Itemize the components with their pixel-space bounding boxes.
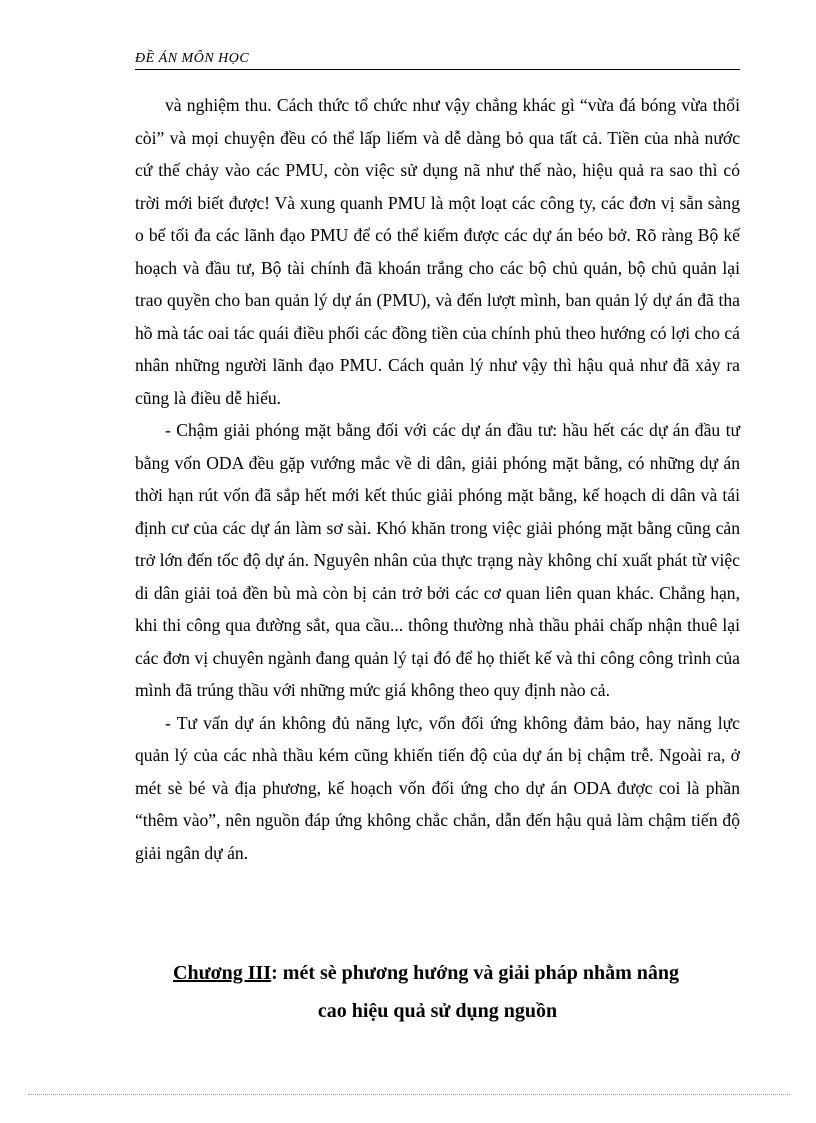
body-text [135,89,740,869]
chapter-title-part1: : mét sè phương hướng và giải pháp nhằm nâng [271,962,680,984]
chapter-title-part2: cao hiệu quả sử dụng nguồn [317,1000,558,1022]
chapter-label: Chương III [173,962,272,984]
paragraph-3: - Tư vấn dự án không đủ năng lực, vốn đối ứng không đảm bảo, hay năng lực quản lý của các nhà thầu kém cũng khiến tiến độ của dự án bị chậm trễ. Ngoài ra, ở mét sè bé và địa phương, kế hoạch vốn đối ứng cho dự án ODA được coi là phần “thêm vào”, nên nguồn đáp ứng không chắc chắn, dẫn đến hậu quả làm chậm tiến độ giải ngân dự án. [135,712,740,863]
paragraph-1: và nghiệm thu. Cách thức tổ chức như vậy chẳng khác gì “vừa đá bóng vừa thổi còi” và mọi chuyện đều có thể lấp liếm và dễ dàng bỏ qua tất cả. Tiền của nhà nước cứ thế chảy vào các PMU, còn việc sử dụng nã như thế nào, hiệu quả ra sao thì có trời mới biết được! Và xung quanh PMU là một loạt các công ty, các đơn vị sẵn sàng o bế tối đa các lãnh đạo PMU để có thể kiếm được các dự án béo bở. Rõ ràng Bộ kế hoạch và đầu tư, Bộ tài chính đã khoán trắng cho các bộ chủ quản, bộ chủ quản lại trao quyền cho ban quản lý dự án (PMU), và đến lượt mình, ban quản lý dự án đã tha hồ mà tác oai tác quái điều phối các đồng tiền của chính phủ theo hướng có lợi cho cá nhân những người lãnh đạo PMU. Cách quản lý như vậy thì hậu quả như đã xảy ra cũng là điều dễ hiểu. [135,95,740,408]
paragraph-2: - Chậm giải phóng mặt bằng đối với các dự án đầu tư: hầu hết các dự án đầu tư bằng vốn ODA đều gặp vướng mắc về di dân, giải phóng mặt bằng, có những dự án thời hạn rút vốn đã sắp hết mới kết thúc giải phóng mặt bằng, kế hoạch di dân và tái định cư của các dự án làm sơ sài. Khó khăn trong việc giải phóng mặt bằng cũng cản trở lớn đến tốc độ dự án. Nguyên nhân của thực trạng này không chỉ xuất phát từ việc di dân giải toả đền bù mà còn bị cản trở bởi các cơ quan liên quan khác. Chẳng hạn, khi thi công qua đường sắt, qua cầu... thông thường nhà thầu phải chấp nhận thuê lại các đơn vị chuyên ngành đang quản lý tại đó để họ thiết kế và thi công công trình của mình đã trúng thầu với những mức giá không theo quy định nào cả. [135,420,740,700]
document-title: ĐỀ ÁN MÔN HỌC [135,51,250,66]
chapter-heading-line1 [135,954,740,992]
chapter-heading [135,954,740,1030]
page-bottom-border [28,1094,790,1095]
page-header [135,49,740,70]
